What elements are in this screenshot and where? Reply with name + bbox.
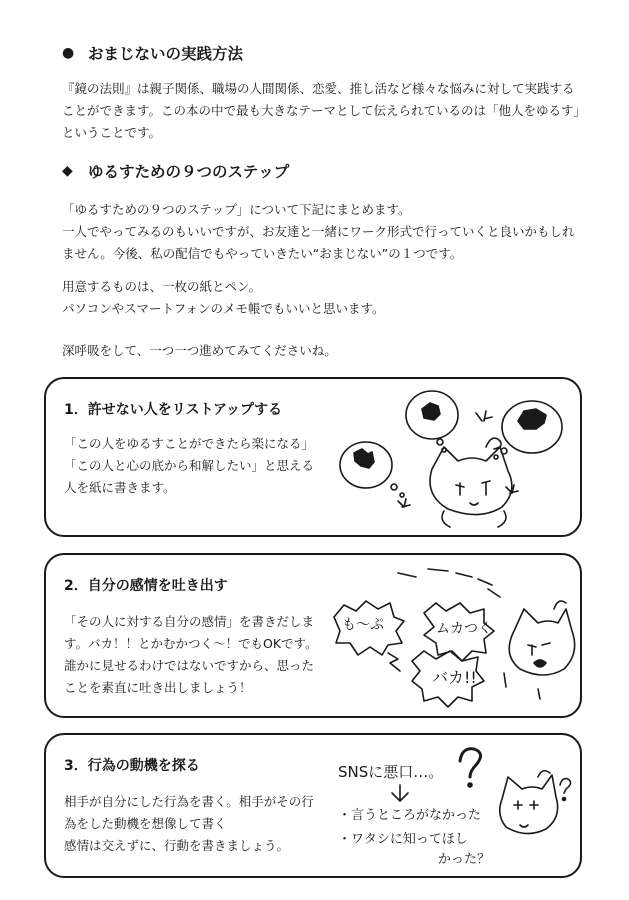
step-line: す。バカ！！とかむかつく～！でもOKです。 [64,636,318,651]
section-heading-steps [62,160,289,182]
step-line: 為をした動機を想像して書く [64,816,227,831]
paragraph-line: 一人でやってみるのもいいですが、お友達と一緒にワーク形式で行っていくと良いかもしれ [62,224,575,239]
step-line: ことを素直に吐き出しましょう！ [64,680,252,695]
bubble-text: バカ!! [432,668,477,687]
paragraph-line: 『鏡の法則』は親子関係、職場の人間関係、恋愛、推し活など様々な悩みに対して実践する [62,81,575,96]
note-text: かった？ [438,852,491,867]
paragraph-line: 「ゆるすための９つのステップ」について下記にまとめます。 [62,202,411,217]
paragraph-line: ということです。 [62,125,162,140]
angry-cat-speech-bubbles-illustration [328,565,576,711]
bubble-text: も～ぷ [342,617,384,633]
section-title: ゆるすための９つのステップ [88,163,290,181]
section-heading-practice [62,42,243,64]
bullet-diamond-icon: ◆ [62,163,73,179]
step-line: 「この人をゆるすことができたら楽になる」 [64,436,315,451]
steps-intro-paragraph [62,199,575,265]
cat-with-thought-bubbles-illustration [336,387,572,533]
paragraph-line: 用意するものは、一枚の紙とペン。 [62,279,262,294]
intro-paragraph [62,78,586,144]
note-text: ・ワタシに知ってほし [338,832,468,847]
step-line: 「この人と心の底から和解したい」と思える [64,458,315,473]
step-line: 「その人に対する自分の感情」を書きだしま [64,614,315,629]
step-text [64,791,314,857]
breathe-paragraph [62,340,337,362]
step-text [64,433,314,499]
step-box-2 [44,553,582,718]
paragraph-line: パソコンやスマートフォンのメモ帳でもいいと思います。 [62,301,385,316]
paragraph-line: 深呼吸をして、一つ一つ進めてみてくださいね。 [62,343,337,358]
step-line: 相手が自分にした行為を書く。相手がその行 [64,794,314,809]
step-box-3 [44,733,582,878]
step-box-1 [44,377,582,537]
step-line: 誰かに見せるわけではないですから、思った [64,658,315,673]
paragraph-line: ことができます。この本の中で最も大きなテーマとして伝えられているのは「他人をゆるす」 [62,103,587,118]
step-title: 3．行為の動機を探る [64,758,200,774]
step-line: 人を紙に書きます。 [64,480,176,495]
step-title: 1．許せない人をリストアップする [64,402,283,418]
cat-thinking-illustration [334,743,574,875]
step-title: 2．自分の感情を吐き出す [64,578,228,594]
note-text: ・言うところがなかった [338,808,482,823]
bullet-circle-icon: ● [62,45,75,61]
section-title: おまじないの実践方法 [88,45,244,63]
step-line: 感情は交えずに、行動を書きましょう。 [64,838,290,853]
note-text: SNSに悪口…。 [338,763,444,781]
bubble-text: ムカつく [436,621,492,637]
materials-paragraph [62,276,385,320]
step-text [64,611,318,699]
paragraph-line: ません。今後、私の配信でもやっていきたい“おまじない”の１つです。 [62,246,463,261]
